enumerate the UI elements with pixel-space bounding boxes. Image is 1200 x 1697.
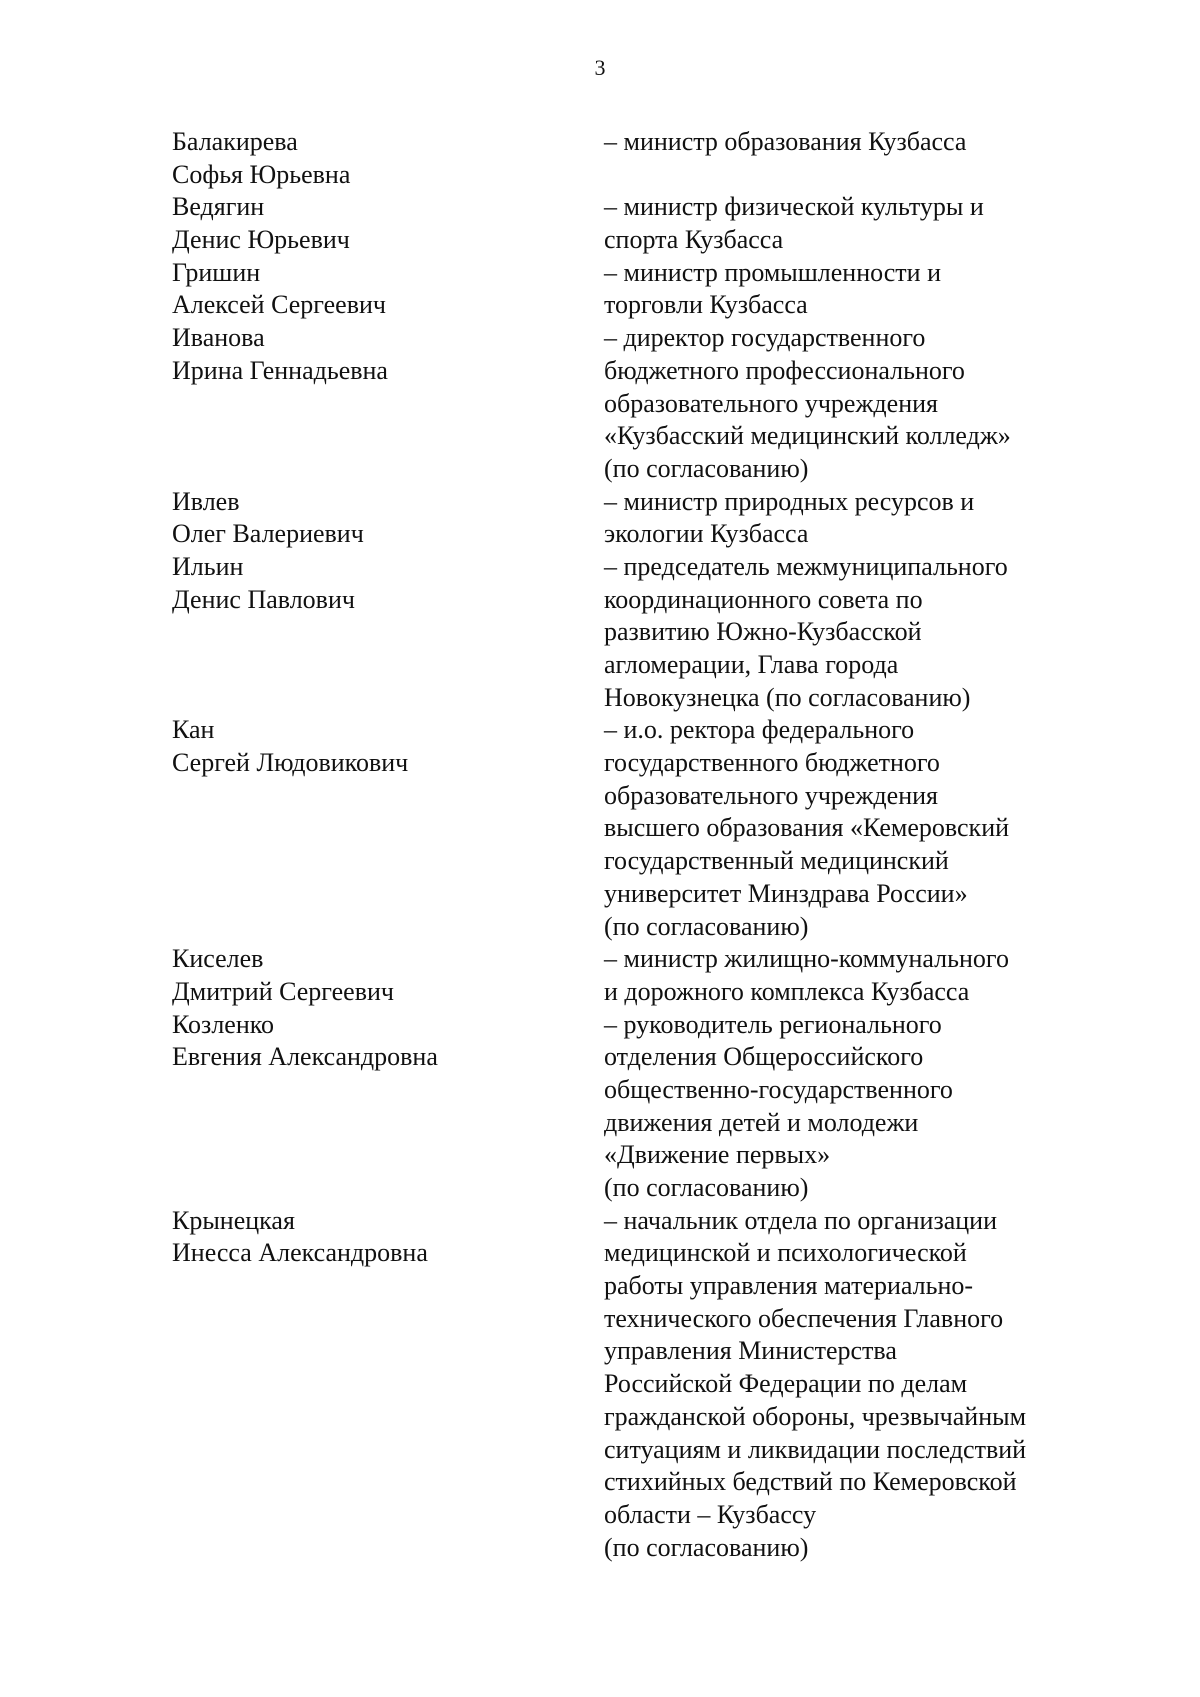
member-given-names: Дмитрий Сергеевич <box>172 976 394 1006</box>
member-role-line: – министр образования Кузбасса <box>604 127 967 156</box>
member-role-line: и дорожного комплекса Кузбасса <box>604 976 970 1006</box>
member-role-line: (по согласованию) <box>604 1173 809 1202</box>
member-given-names: Сергей Людовикович <box>172 748 409 778</box>
member-role-line: «Кузбасский медицинский колледж» <box>604 421 1011 451</box>
member-name <box>172 714 604 943</box>
member-given-names: Алексей Сергеевич <box>172 290 386 320</box>
member-given-names: Ирина Геннадьевна <box>172 355 388 385</box>
member-role-line: отделения Общероссийского <box>604 1042 924 1072</box>
member-role-line: – министр промышленности и <box>604 257 941 287</box>
member-role-line: общественно-государственного <box>604 1074 953 1104</box>
member-surname: Ведягин <box>172 192 265 222</box>
member-name <box>172 943 604 1008</box>
member-role <box>604 943 1092 1008</box>
member-role-line: – председатель межмуниципального <box>604 551 1008 581</box>
member-name <box>172 551 604 714</box>
member-surname: Ильин <box>172 551 244 581</box>
member-role-line: ситуациям и ликвидации последствий <box>604 1434 1027 1464</box>
member-given-names: Евгения Александровна <box>172 1042 438 1072</box>
page-number: 3 <box>594 55 606 80</box>
member-entry <box>172 943 1092 1008</box>
member-role <box>604 486 1092 551</box>
member-role <box>604 257 1092 322</box>
member-role-line: (по согласованию) <box>604 1532 809 1562</box>
member-role <box>604 1009 1092 1205</box>
member-entry <box>172 322 1092 485</box>
member-role-line: университет Минздрава России» <box>604 878 968 908</box>
member-surname: Балакирева <box>172 127 298 156</box>
member-surname: Крынецкая <box>172 1205 295 1235</box>
member-role-line: Российской Федерации по делам <box>604 1369 968 1399</box>
member-role-line: движения детей и молодежи <box>604 1107 919 1137</box>
member-given-names: Инесса Александровна <box>172 1238 428 1268</box>
member-entry <box>172 257 1092 322</box>
member-name <box>172 486 604 551</box>
member-role-line: Новокузнецка (по согласованию) <box>604 682 971 712</box>
member-role-line: – министр природных ресурсов и <box>604 486 975 516</box>
member-surname: Гришин <box>172 257 261 287</box>
member-role-line: координационного совета по <box>604 584 923 614</box>
member-role-line: управления Министерства <box>604 1336 897 1366</box>
member-entry <box>172 551 1092 714</box>
member-role <box>604 551 1092 714</box>
member-role-line: образовательного учреждения <box>604 388 938 418</box>
member-role-line: высшего образования «Кемеровский <box>604 813 1010 843</box>
member-surname: Кан <box>172 715 215 745</box>
member-role-line: стихийных бедствий по Кемеровской <box>604 1467 1017 1497</box>
member-name <box>172 322 604 485</box>
member-role-line: торговли Кузбасса <box>604 290 808 320</box>
member-role <box>604 1205 1092 1565</box>
member-role-line: – и.о. ректора федерального <box>604 715 915 745</box>
member-entry <box>172 126 1092 191</box>
member-given-names: Денис Юрьевич <box>172 225 350 255</box>
member-role-line: – министр физической культуры и <box>604 192 984 222</box>
member-role-line: – начальник отдела по организации <box>604 1205 998 1235</box>
member-role-line: агломерации, Глава города <box>604 650 899 679</box>
member-role-line: образовательного учреждения <box>604 780 938 810</box>
member-role-line: – руководитель регионального <box>604 1009 942 1039</box>
member-entry <box>172 714 1092 943</box>
member-name <box>172 126 604 191</box>
member-entry <box>172 486 1092 551</box>
member-role-line: области – Кузбассу <box>604 1499 817 1529</box>
member-surname: Иванова <box>172 323 265 353</box>
member-role-line: медицинской и психологической <box>604 1238 967 1268</box>
member-role-line: – директор государственного <box>604 323 926 353</box>
member-given-names: Олег Валериевич <box>172 519 364 549</box>
member-role <box>604 714 1092 943</box>
member-name <box>172 257 604 322</box>
member-list <box>172 126 1092 1564</box>
member-role-line: работы управления материально- <box>604 1271 974 1301</box>
member-role-line: технического обеспечения Главного <box>604 1303 1004 1333</box>
member-name <box>172 191 604 256</box>
member-given-names: Софья Юрьевна <box>172 159 351 189</box>
member-role <box>604 322 1092 485</box>
member-name <box>172 1009 604 1205</box>
member-role-line: экологии Кузбасса <box>604 519 809 549</box>
member-role-line: государственный медицинский <box>604 846 949 876</box>
member-entry <box>172 1009 1092 1205</box>
member-role-line: спорта Кузбасса <box>604 225 784 255</box>
member-entry <box>172 1205 1092 1565</box>
member-role-line: «Движение первых» <box>604 1140 831 1170</box>
member-entry <box>172 191 1092 256</box>
member-surname: Ивлев <box>172 486 240 516</box>
member-role-line: гражданской обороны, чрезвычайным <box>604 1401 1027 1431</box>
member-role-line: развитию Южно-Кузбасской <box>604 617 922 647</box>
member-role-line: бюджетного профессионального <box>604 355 965 385</box>
member-role <box>604 191 1092 256</box>
member-role-line: (по согласованию) <box>604 453 809 483</box>
member-role-line: – министр жилищно-коммунального <box>604 944 1009 974</box>
member-role-line: (по согласованию) <box>604 911 809 941</box>
member-given-names: Денис Павлович <box>172 584 355 614</box>
member-surname: Киселев <box>172 944 264 974</box>
member-role <box>604 126 1092 191</box>
member-role-line: государственного бюджетного <box>604 748 940 778</box>
member-name <box>172 1205 604 1565</box>
member-surname: Козленко <box>172 1009 275 1039</box>
